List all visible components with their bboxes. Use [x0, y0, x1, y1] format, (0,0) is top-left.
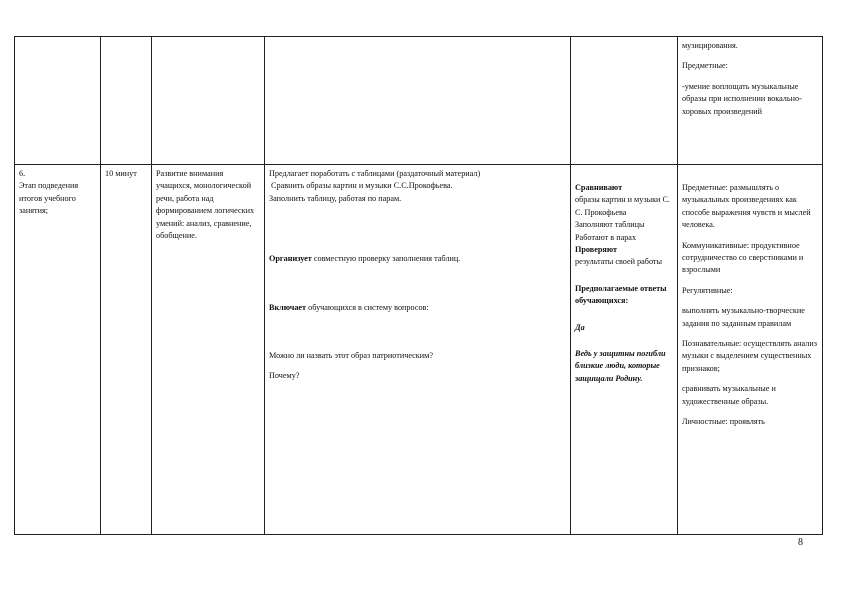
tasks-cell [152, 37, 265, 165]
result-text: выполнять музыкально-творческие задания по заданным правилам [682, 306, 805, 328]
student-text [575, 182, 674, 219]
result-text: Предметные: размышлять о музыкальных произведениях как способе выражения чувств и мыслей человека. [682, 183, 811, 230]
tasks-cell [152, 165, 265, 535]
student-answer: Да [575, 322, 585, 332]
stage-cell [15, 37, 101, 165]
teacher-activity-cell [265, 165, 571, 535]
student-activity-cell [571, 37, 678, 165]
student-expected-answers: Предполагаемые ответы обучающихся: [575, 283, 667, 306]
result-text: -умение воплощать музыкальные образы при исполнении вокально-хоровых произведений [682, 81, 802, 116]
student-verb: Сравнивают [575, 183, 623, 192]
teacher-text [269, 253, 567, 265]
teacher-text: Предлагает поработать с таблицами (раздаточный материал) [269, 169, 481, 178]
time-cell [101, 37, 152, 165]
result-text: Регулятивные: [682, 285, 733, 295]
teacher-question: Почему? [269, 371, 300, 381]
page-number: 8 [798, 537, 803, 548]
result-text: музицирования. [682, 41, 738, 50]
teacher-verb: Организует [269, 254, 312, 264]
result-text: Коммуникативные: продуктивное сотрудничество со сверстниками и взрослыми [682, 240, 804, 275]
table-row [15, 165, 823, 535]
results-cell [678, 165, 823, 535]
teacher-text: Заполнить таблицу, работая по парам. [269, 193, 402, 203]
teacher-text-rest: обучающихся в систему вопросов: [306, 302, 429, 312]
results-cell [678, 37, 823, 165]
result-text: Личностные: проявлять [682, 417, 765, 427]
teacher-verb: Включает [269, 302, 307, 312]
teacher-question: Можно ли назвать этот образ патриотическим? [269, 351, 433, 361]
teacher-text-rest: совместную проверку заполнения таблиц. [311, 254, 461, 264]
stage-cell [15, 165, 101, 535]
student-text: Заполняют таблицы Работают в парах [575, 220, 645, 242]
time-cell [101, 165, 152, 535]
result-text: Предметные: [682, 61, 728, 71]
teacher-text: Сравнить образы картин и музыки С.С.Прокофьева. [269, 181, 453, 191]
time-text: 10 минут [105, 169, 137, 178]
student-text-rest: образы картин и музыки С. С. Прокофьева [575, 195, 670, 217]
stage-text: 6. Этап подведения итогов учебного занятия; [19, 169, 79, 216]
student-activity-cell [571, 165, 678, 535]
student-text [575, 244, 674, 269]
table-row [15, 37, 823, 165]
student-text-rest: результаты своей работы [575, 257, 663, 267]
student-verb: Проверяют [575, 245, 618, 255]
result-text: сравнивать музыкальные и художественные образы. [682, 384, 776, 406]
tasks-text: Развитие внимания учащихся, монологической речи, работа над формированием логических умений: анализ, сравнение, обобщение. [156, 169, 255, 241]
teacher-activity-cell [265, 37, 571, 165]
lesson-plan-table [14, 36, 823, 535]
result-text: Познавательные: осуществлять анализ музыки с выделением существенных признаков; [682, 339, 817, 373]
student-answer: Ведь у защитны погибли близкие люди, которые защищали Родину. [575, 349, 666, 383]
teacher-text [269, 302, 567, 314]
